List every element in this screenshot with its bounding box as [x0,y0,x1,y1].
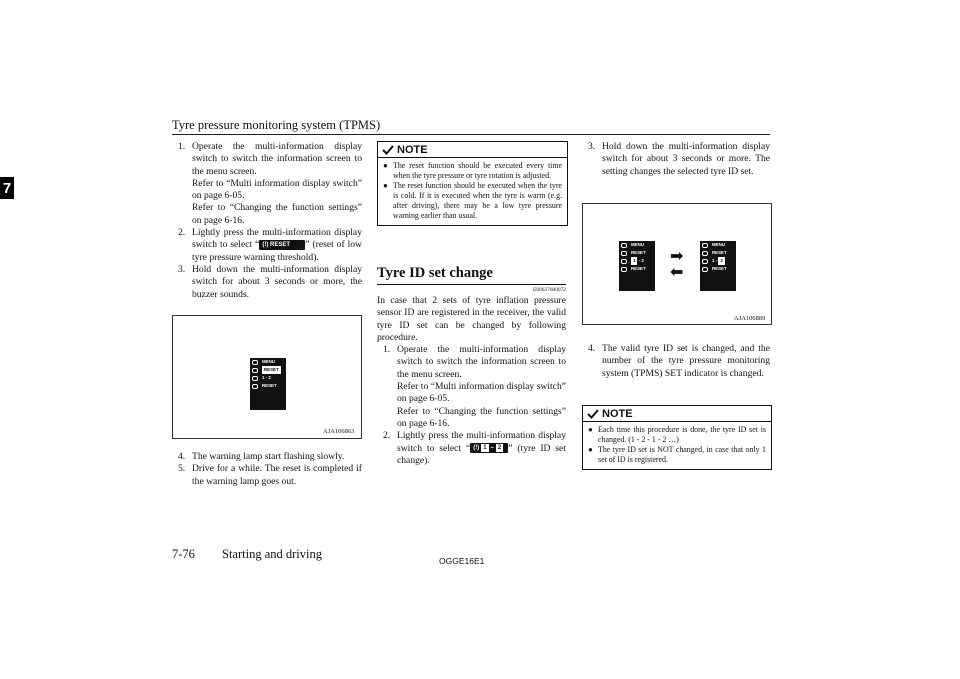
car-icon [252,360,258,365]
note-box [377,141,568,226]
footer-code: OGGE16E1 [439,556,485,566]
step-number: 1. [178,141,186,152]
step-2 [178,227,362,264]
reset-chip-label: RESET [270,242,291,249]
tyre-icon [252,376,258,381]
step-text: Hold down the multi-information display switch for about 3 seconds or more, the buzzer sounds. [192,263,362,300]
note-text: Each time this procedure is done, the tyre ID set is changed. (1 - 2 - 1 - 2 …) [598,425,766,444]
note-label: NOTE [397,143,428,156]
reset-label: RESET [631,266,646,271]
note-item [588,425,766,445]
check-icon [382,145,394,155]
display-screen-before [619,241,655,291]
step-text: Operate the multi-information display switch to switch the information screen to the menu screen. [397,344,566,380]
reset-label: RESET [264,367,279,372]
tyre-icon [702,259,708,264]
display-screen [250,358,286,410]
id-step-1 [377,344,566,430]
step-4 [178,451,362,463]
bullet-icon: ● [588,425,593,434]
reset-row [250,366,286,374]
left-column [178,141,362,301]
step-number: 1. [383,344,391,356]
reset-chip [259,240,305,250]
step-number: 2. [383,430,391,442]
tyre-icon [621,259,627,264]
page-header-title: Tyre pressure monitoring system (TPMS) [172,118,381,132]
arrow-right-icon: ➡ [670,248,684,265]
note-item [588,445,766,465]
ref-text: Refer to “Changing the function settings” on page 6-16. [192,202,362,226]
tyre-id-chip: (!) 1 – 2 [470,443,508,453]
section-title: Tyre ID set change [377,265,493,281]
step-text: Hold down the multi-information display switch for about 3 seconds or more. The setting changes the selected tyre ID set. [602,141,770,177]
step-number: 3. [588,141,596,152]
id1-label: 1 [262,375,265,380]
tyre-icon: (!) [262,242,269,249]
tyre-icon: (!) [473,445,480,452]
step-text: The warning lamp start flashing slowly. [192,451,345,462]
gauge-icon [621,267,627,272]
footer-section: Starting and driving [222,547,322,561]
note-header [378,142,567,158]
step-text-post: ” (tyre ID set change). [397,442,566,466]
step-text-pre: Lightly press the multi-information display switch to select “ [397,430,566,454]
reset-row-2 [250,382,286,390]
menu-label: MENU [262,359,275,364]
reset-label: RESET [712,266,727,271]
note-text: The reset function should be executed when the tyre is cold. If it is executed when the tyre is warm (e.g. after driving), there may be a low tyre pressure warning earlier than usual. [393,181,562,220]
reset-label: RESET [262,383,277,388]
figure-reset-screen [172,315,362,439]
note-header [583,406,771,422]
header-rule [172,134,770,135]
note-text: The tyre ID set is NOT changed, in case that only 1 set of ID is registered. [598,445,766,464]
arrow-left-icon: ⬅ [670,264,684,281]
middle-column-body [377,295,566,467]
step-5 [178,463,362,488]
menu-label: MENU [712,242,725,247]
tyre-icon [252,368,258,373]
id1-label: 1 [633,258,636,263]
left-column-lower [178,451,362,488]
id1-box: 1 [483,445,487,452]
step-text-post: ” (reset of low tyre pressure warning threshold). [192,239,362,263]
right-column-lower [588,343,770,380]
step-1 [178,141,362,227]
dash: - [715,258,718,263]
id2-box: 2 [497,445,502,452]
dash: - [638,258,641,263]
car-icon [702,243,708,248]
note-box-2 [582,405,772,470]
page-number: 7-76 [172,547,195,561]
step-number: 4. [178,451,186,462]
bullet-icon: ● [383,181,388,190]
check-icon [587,409,599,419]
step-number: 5. [178,463,186,475]
bullet-icon: ● [383,161,388,170]
id1-label: 1 [712,258,715,263]
bullet-icon: ● [588,445,593,454]
id-row [250,374,286,382]
menu-label: MENU [631,242,644,247]
id2-label: 2 [641,258,644,263]
figure-id-change [582,203,772,325]
step-3 [178,264,362,301]
step-number: 4. [588,343,596,354]
step-number: 3. [178,263,186,275]
step-text-pre: Lightly press the multi-information display switch to select “ [192,227,362,251]
ref-text: Refer to “Changing the function settings” on page 6-16. [397,405,566,429]
figure-id: AJA106863 [323,428,355,435]
chapter-tab: 7 [0,177,14,199]
gauge-icon [252,384,258,389]
id-step-2 [377,430,566,467]
intro-text: In case that 2 sets of tyre inflation pressure sensor ID are registered in the receiver, the valid tyre ID set can be changed by following procedure. [377,295,566,343]
dash: - [265,375,268,380]
note-item [383,161,562,181]
ref-text: Refer to “Multi information display switch” on page 6-05. [192,177,362,202]
tyre-icon [621,251,627,256]
note-item [383,181,562,221]
display-screen-after [700,241,736,291]
gauge-icon [702,267,708,272]
note-text: The reset function should be executed every time when the tyre pressure or tyre rotation is adjusted. [393,161,562,180]
id-step-4 [588,343,770,380]
step-number: 2. [178,227,186,239]
id-step-3 [588,141,770,178]
id2-label: 2 [268,375,271,380]
tyre-icon [702,251,708,256]
right-column [588,141,770,178]
reset-label: RESET [631,250,646,255]
menu-row [250,358,286,366]
reset-label: RESET [712,250,727,255]
section-code: E00637600072 [533,287,566,293]
step-text: The valid tyre ID set is changed, and the number of the tyre pressure monitoring system (TPMS) SET indicator is changed. [602,343,770,379]
note-label: NOTE [602,407,633,420]
id2-label: 2 [720,258,723,263]
step-text: Operate the multi-information display switch to switch the information screen to the menu screen. [192,141,362,177]
step-text: Drive for a while. The reset is completed if the warning lamp goes out. [192,463,362,487]
ref-text: Refer to “Multi information display switch” on page 6-05. [397,381,566,405]
section-rule [377,284,566,285]
car-icon [621,243,627,248]
figure-id: AJA106889 [734,315,766,322]
